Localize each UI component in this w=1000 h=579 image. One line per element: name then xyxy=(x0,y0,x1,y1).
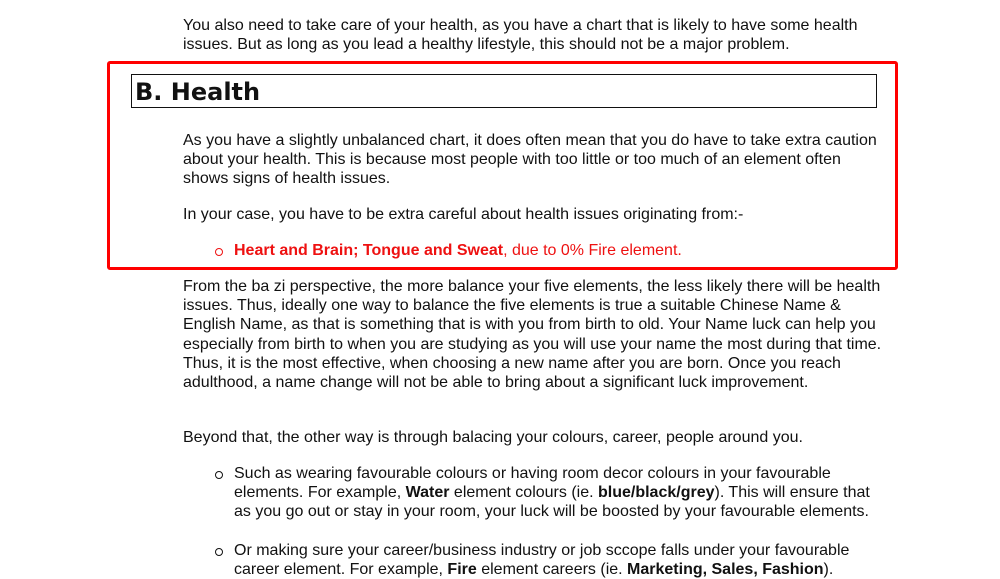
list-text: ). This will ensure that as you go out or stay in your room, your luck will be boosted by your favourable elements. xyxy=(234,484,870,521)
intro-paragraph: You also need to take care of your health, as you have a chart that is likely to have some health issues. But as long as you lead a healthy lifestyle, this should not be a major problem. xyxy=(183,17,858,54)
element-colours: blue/black/grey xyxy=(598,484,715,502)
health-organs-label: Heart and Brain; Tongue and Sweat xyxy=(234,242,504,259)
list-text: element careers (ie. xyxy=(476,561,628,579)
circle-bullet-icon xyxy=(215,248,223,256)
list-text: ). xyxy=(823,561,834,579)
list-text: Or making sure your career/business industry or job sccope falls under your favourable career element. For example, xyxy=(234,542,850,579)
element-name: Water xyxy=(405,484,450,502)
element-name: Fire xyxy=(447,561,477,579)
circle-bullet-icon xyxy=(215,471,223,479)
balance-methods-paragraph: Beyond that, the other way is through balacing your colours, career, people around you. xyxy=(183,429,803,446)
list-text: Such as wearing favourable colours or having room decor colours in your favourable elements. For example, xyxy=(234,465,831,502)
health-cause-text: , due to 0% Fire element. xyxy=(503,242,682,259)
health-origin-paragraph: In your case, you have to be extra careful about health issues originating from:- xyxy=(183,206,744,223)
list-item xyxy=(234,241,884,260)
section-heading-health: B. Health xyxy=(131,74,877,108)
list-text: element colours (ie. xyxy=(449,484,598,502)
list-item xyxy=(234,464,884,522)
balance-paragraph: From the ba zi perspective, the more balance your five elements, the less likely there will be health issues. Thus, ideally one way to balance the five elements is true a suitable Chinese Name & English Name, as that is something that is with you from birth to old. Your Name luck can help you especially from birth to when you are studying as you will use your name the most during that time. Thus, it is the most effective, when choosing a new name after you are born. Once you reach adulthood, a name change will not be able to bring about a significant luck improvement. xyxy=(183,278,882,392)
circle-bullet-icon xyxy=(215,548,223,556)
list-item xyxy=(234,541,884,579)
element-careers: Marketing, Sales, Fashion xyxy=(627,561,824,579)
health-paragraph: As you have a slightly unbalanced chart, it does often mean that you do have to take extra caution about your health. This is because most people with too little or too much of an element often shows signs of health issues. xyxy=(183,132,877,188)
